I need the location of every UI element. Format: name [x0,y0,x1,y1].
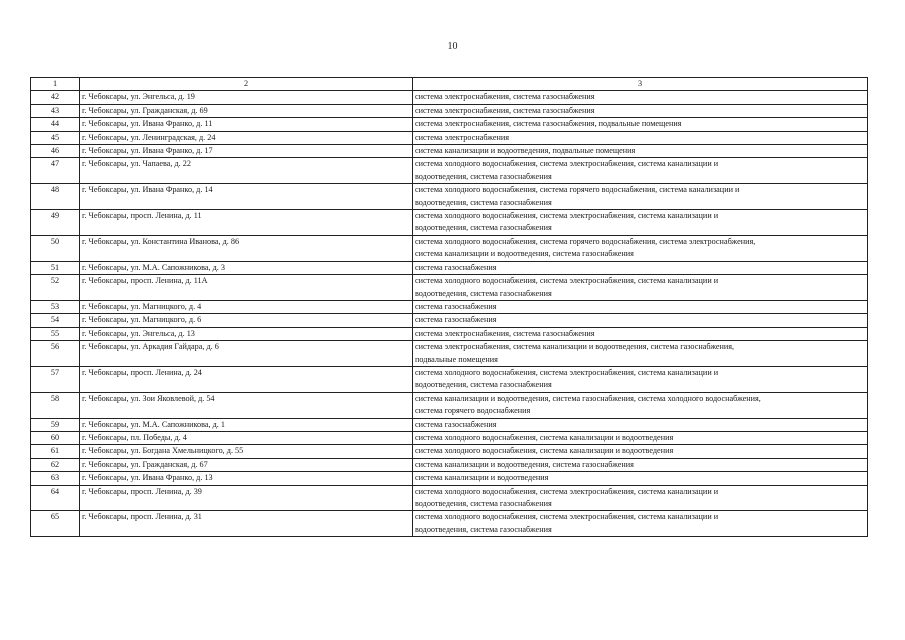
row-address: г. Чебоксары, ул. Аркадия Гайдара, д. 6 [80,341,413,367]
table-row [31,275,868,301]
table-row [31,392,868,418]
systems-line: система холодного водоснабжения, система канализации и водоотведения [415,446,674,456]
row-address: г. Чебоксары, просп. Ленина, д. 39 [80,485,413,511]
row-systems [413,261,868,274]
row-address: г. Чебоксары, ул. Ленинградская, д. 24 [80,131,413,144]
row-address: г. Чебоксары, ул. Зои Яковлевой, д. 54 [80,392,413,418]
table-row [31,300,868,313]
table-row [31,145,868,158]
row-number: 56 [31,341,80,367]
row-number: 55 [31,327,80,340]
page-number: 10 [447,41,458,52]
row-systems [413,392,868,418]
row-systems [413,314,868,327]
systems-line: подвальные помещения [415,354,498,364]
row-systems [413,431,868,444]
row-number: 62 [31,458,80,471]
systems-line: система холодного водоснабжения, система канализации и водоотведения [415,432,674,442]
row-address: г. Чебоксары, ул. М.А. Сапожникова, д. 1 [80,418,413,431]
row-systems [413,184,868,210]
row-address: г. Чебоксары, ул. Магницкого, д. 6 [80,314,413,327]
table-row [31,158,868,184]
systems-line: система канализации и водоотведения [415,473,549,483]
systems-line: система канализации и водоотведения, система газоснабжения [415,459,634,469]
systems-line: система холодного водоснабжения, система электроснабжения, система канализации и [415,367,719,377]
table-row [31,431,868,444]
row-number: 43 [31,104,80,117]
table-row [31,327,868,340]
row-number: 65 [31,511,80,537]
table-row [31,184,868,210]
row-number: 52 [31,275,80,301]
row-number: 58 [31,392,80,418]
row-address: г. Чебоксары, просп. Ленина, д. 24 [80,366,413,392]
table-row [31,210,868,236]
systems-line: система холодного водоснабжения, система электроснабжения, система канализации и [415,486,719,496]
row-systems [413,511,868,537]
row-number: 64 [31,485,80,511]
row-systems [413,275,868,301]
systems-line: водоотведения, система газоснабжения [415,171,552,181]
row-address: г. Чебоксары, просп. Ленина, д. 31 [80,511,413,537]
row-address: г. Чебоксары, ул. Энгельса, д. 19 [80,91,413,104]
systems-line: система канализации и водоотведения, подвальные помещения [415,146,636,156]
row-address: г. Чебоксары, ул. Магницкого, д. 4 [80,300,413,313]
row-number: 51 [31,261,80,274]
systems-line: система канализации и водоотведения, система газоснабжения, система холодного водоснабжения, [415,393,761,403]
row-number: 53 [31,300,80,313]
row-number: 59 [31,418,80,431]
table-row [31,445,868,458]
row-systems [413,418,868,431]
row-systems [413,104,868,117]
header-col-3: 3 [413,78,868,91]
table-row [31,131,868,144]
systems-line: водоотведения, система газоснабжения [415,197,552,207]
systems-line: система электроснабжения [415,132,510,142]
row-systems [413,472,868,485]
table-row [31,235,868,261]
row-number: 57 [31,366,80,392]
row-address: г. Чебоксары, ул. Гражданская, д. 69 [80,104,413,117]
table-row [31,418,868,431]
row-address: г. Чебоксары, ул. Ивана Франко, д. 14 [80,184,413,210]
header-col-2: 2 [80,78,413,91]
table-row [31,472,868,485]
table-row [31,485,868,511]
systems-line: водоотведения, система газоснабжения [415,499,552,508]
systems-line: система электроснабжения, система газоснабжения [415,105,595,115]
row-number: 42 [31,91,80,104]
systems-line: система газоснабжения [415,301,497,311]
table-row [31,458,868,471]
systems-line: система холодного водоснабжения, система электроснабжения, система канализации и [415,512,719,522]
systems-line: система газоснабжения [415,262,497,272]
row-number: 49 [31,210,80,236]
systems-line: водоотведения, система газоснабжения [415,223,552,233]
systems-line: система электроснабжения, система газоснабжения [415,92,595,102]
table-row [31,366,868,392]
row-systems [413,327,868,340]
systems-line: система электроснабжения, система газоснабжения [415,328,595,338]
systems-line: водоотведения, система газоснабжения [415,288,552,298]
row-address: г. Чебоксары, пл. Победы, д. 4 [80,431,413,444]
systems-line: система газоснабжения [415,315,497,325]
row-systems [413,300,868,313]
systems-line: система электроснабжения, система канализации и водоотведения, система газоснабжения, [415,342,735,352]
row-systems [413,366,868,392]
systems-line: система холодного водоснабжения, система электроснабжения, система канализации и [415,159,719,169]
systems-line: система холодного водоснабжения, система горячего водоснабжения, система электроснабжения, [415,236,756,246]
row-address: г. Чебоксары, ул. М.А. Сапожникова, д. 3 [80,261,413,274]
row-address: г. Чебоксары, ул. Гражданская, д. 67 [80,458,413,471]
row-number: 47 [31,158,80,184]
row-systems [413,118,868,131]
row-systems [413,235,868,261]
row-systems [413,458,868,471]
row-number: 45 [31,131,80,144]
row-address: г. Чебоксары, ул. Ивана Франко, д. 11 [80,118,413,131]
row-number: 60 [31,431,80,444]
row-number: 54 [31,314,80,327]
row-number: 50 [31,235,80,261]
row-systems [413,158,868,184]
row-systems [413,91,868,104]
row-address: г. Чебоксары, ул. Константина Иванова, д. 86 [80,235,413,261]
row-systems [413,341,868,367]
systems-line: водоотведения, система газоснабжения [415,380,552,390]
table-row [31,341,868,367]
row-systems [413,210,868,236]
row-address: г. Чебоксары, ул. Ивана Франко, д. 17 [80,145,413,158]
row-number: 44 [31,118,80,131]
row-number: 63 [31,472,80,485]
row-systems [413,485,868,511]
row-number: 46 [31,145,80,158]
row-address: г. Чебоксары, ул. Ивана Франко, д. 13 [80,472,413,485]
systems-line: система холодного водоснабжения, система электроснабжения, система канализации и [415,211,719,221]
table-row [31,91,868,104]
systems-line: система электроснабжения, система газоснабжения, подвальные помещения [415,119,682,129]
table-row [31,261,868,274]
table-row [31,314,868,327]
row-address: г. Чебоксары, просп. Ленина, д. 11 [80,210,413,236]
table-row [31,511,868,537]
row-systems [413,131,868,144]
systems-line: система горячего водоснабжения [415,406,531,416]
systems-line: система канализации и водоотведения, система газоснабжения [415,249,634,259]
header-col-1: 1 [31,78,80,91]
systems-line: система газоснабжения [415,419,497,429]
systems-line: водоотведения, система газоснабжения [415,524,552,534]
row-systems [413,445,868,458]
row-address: г. Чебоксары, ул. Богдана Хмельницкого, д. 55 [80,445,413,458]
table-header-row [31,78,868,91]
systems-line: система холодного водоснабжения, система электроснабжения, система канализации и [415,276,719,286]
row-systems [413,145,868,158]
row-number: 48 [31,184,80,210]
row-number: 61 [31,445,80,458]
row-address: г. Чебоксары, просп. Ленина, д. 11А [80,275,413,301]
table-row [31,118,868,131]
objects-table [30,77,868,537]
table-row [31,104,868,117]
row-address: г. Чебоксары, ул. Чапаева, д. 22 [80,158,413,184]
systems-line: система холодного водоснабжения, система горячего водоснабжения, система канализации и [415,185,740,195]
row-address: г. Чебоксары, ул. Энгельса, д. 13 [80,327,413,340]
